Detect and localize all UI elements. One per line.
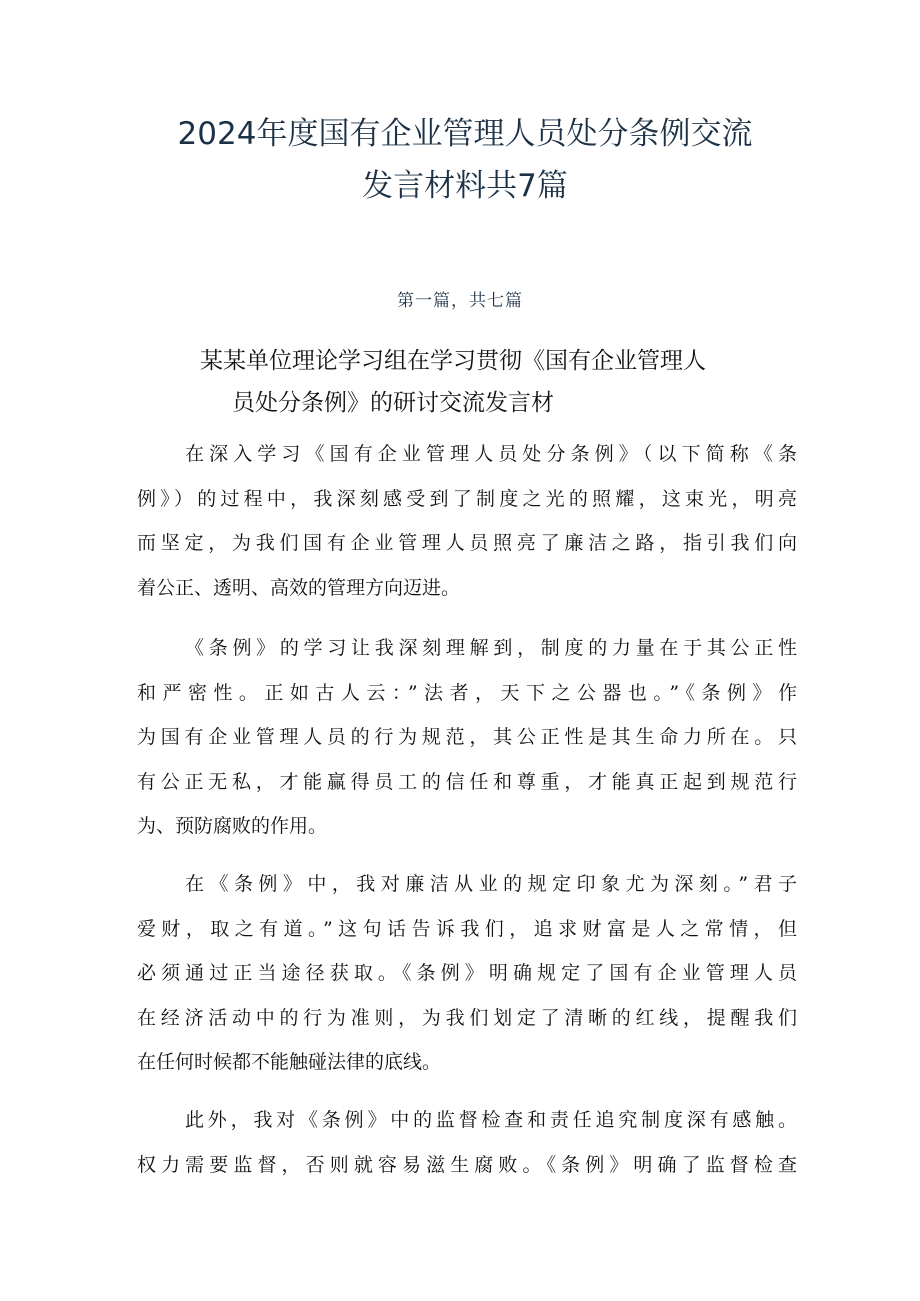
paragraph-1 bbox=[137, 432, 797, 610]
paragraph-line: 在深入学习《国有企业管理人员处分条例》（以下简称《条 bbox=[185, 443, 797, 465]
article-title-line-2: 员处分条例》的研讨交流发言材 bbox=[232, 390, 554, 416]
paragraph-3 bbox=[137, 862, 797, 1085]
paragraph-line: 在经济活动中的行为准则，为我们划定了清晰的红线，提醒我们 bbox=[137, 1006, 797, 1029]
paragraph-line: 有公正无私，才能赢得员工的信任和尊重，才能真正起到规范行 bbox=[137, 770, 797, 793]
paragraph-line: 而坚定，为我们国有企业管理人员照亮了廉洁之路，指引我们向 bbox=[137, 532, 797, 554]
document-title-line-1: 2024年度国有企业管理人员处分条例交流 bbox=[177, 116, 753, 152]
section-label: 第一篇，共七篇 bbox=[397, 291, 523, 311]
article-title bbox=[200, 340, 800, 424]
document-title-line-2: 发言材料共7篇 bbox=[362, 168, 568, 204]
paragraph-2 bbox=[137, 626, 797, 849]
paragraph-line: 和严密性。正如古人云：”法者，天下之公器也。”《条例》作 bbox=[137, 681, 797, 704]
paragraph-line: 为国有企业管理人员的行为规范，其公正性是其生命力所在。只 bbox=[137, 726, 797, 748]
article-title-line-1: 某某单位理论学习组在学习贯彻《国有企业管理人 bbox=[200, 348, 706, 374]
paragraph-4 bbox=[137, 1098, 797, 1187]
paragraph-line: 在任何时候都不能触碰法律的底线。 bbox=[137, 1051, 442, 1073]
paragraph-line: 此外，我对《条例》中的监督检查和责任追究制度深有感触。 bbox=[185, 1109, 797, 1131]
paragraph-line: 着公正、透明、高效的管理方向迈进。 bbox=[137, 576, 461, 599]
paragraph-line: 必须通过正当途径获取。《条例》明确规定了国有企业管理人员 bbox=[137, 962, 797, 984]
paragraph-line: 权力需要监督，否则就容易滋生腐败。《条例》明确了监督检查 bbox=[137, 1153, 797, 1176]
paragraph-line: 爱财，取之有道。”这句话告诉我们，追求财富是人之常情，但 bbox=[137, 917, 797, 940]
paragraph-line: 例》）的过程中，我深刻感受到了制度之光的照耀，这束光，明亮 bbox=[137, 487, 797, 510]
paragraph-line: 《条例》的学习让我深刻理解到，制度的力量在于其公正性 bbox=[185, 637, 797, 659]
paragraph-line: 为、预防腐败的作用。 bbox=[137, 815, 328, 837]
document-title bbox=[80, 108, 850, 212]
paragraph-line: 在《条例》中，我对廉洁从业的规定印象尤为深刻。”君子 bbox=[185, 873, 797, 895]
